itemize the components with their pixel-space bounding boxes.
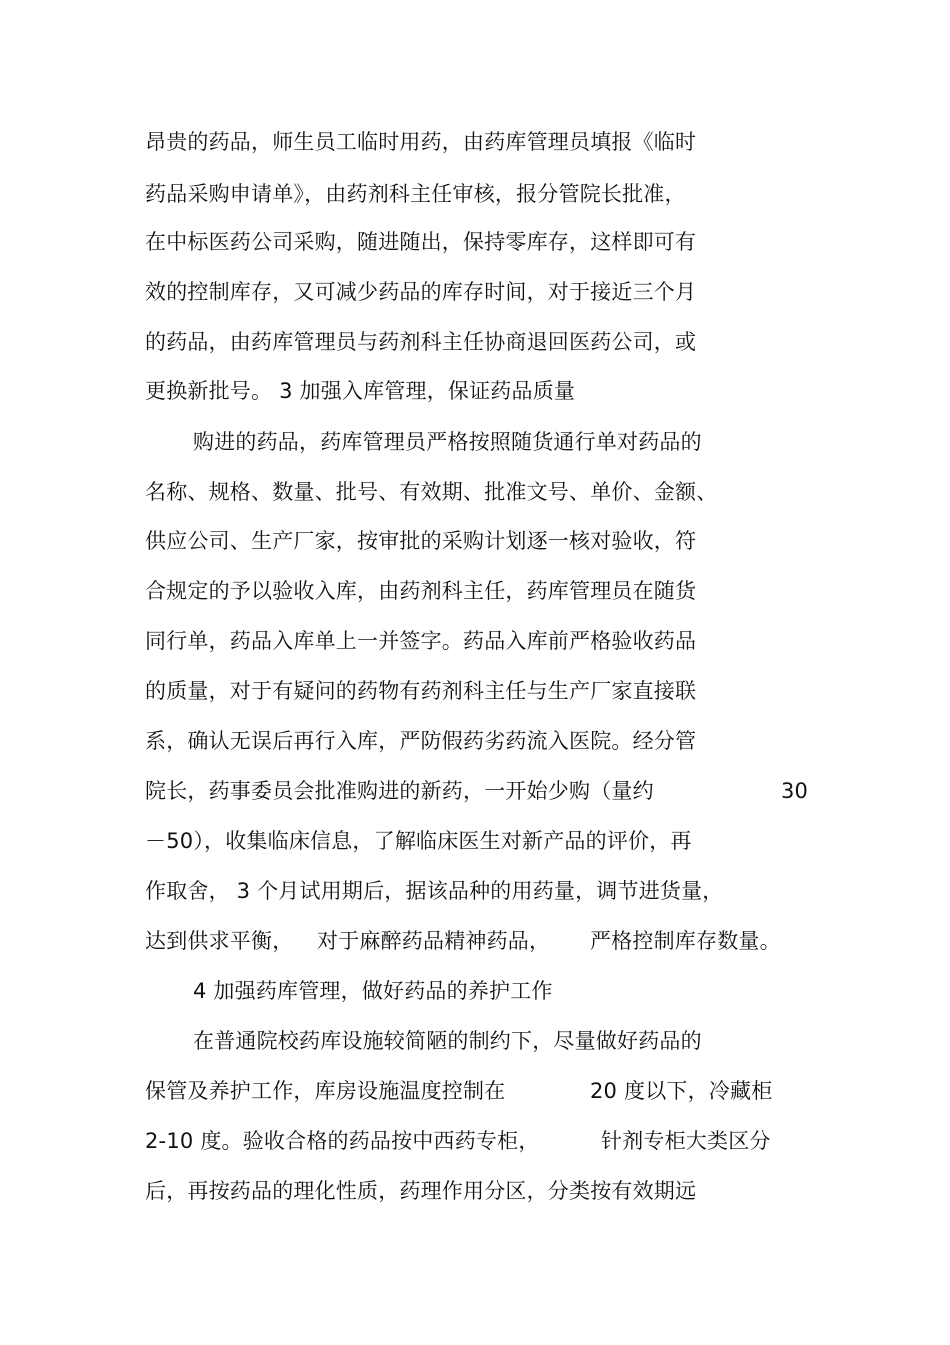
text-line-9: 供应公司、生产厂家，按审批的采购计划逐一核对验收，符	[145, 529, 697, 553]
text-line-17-part-2: 对于麻醉药品精神药品，	[317, 929, 551, 953]
text-line-19-part-2: 20 度以下，冷藏柜	[590, 1079, 773, 1103]
section-heading-4: 4 加强药库管理，做好药品的养护工作	[193, 979, 553, 1003]
text-line-8: 名称、规格、数量、批号、有效期、批准文号、单价、金额、	[145, 480, 718, 504]
text-line-7: 购进的药品，药库管理员严格按照随货通行单对药品的	[193, 430, 702, 454]
text-line-3: 在中标医药公司采购，随进随出，保持零库存，这样即可有	[145, 230, 697, 254]
text-line-12: 的质量，对于有疑问的药物有药剂科主任与生产厂家直接联	[145, 679, 697, 703]
text-line-1: 昂贵的药品，师生员工临时用药，由药库管理员填报《临时	[145, 130, 697, 154]
text-line-18: 在普通院校药库设施较简陋的制约下，尽量做好药品的	[193, 1029, 702, 1053]
text-line-15: －50），收集临床信息，了解临床医生对新产品的评价，再	[145, 829, 692, 853]
text-line-2: 药品采购申请单》，由药剂科主任审核，报分管院长批准，	[145, 182, 686, 206]
text-line-20-part-1: 2-10 度。验收合格的药品按中西药专柜，	[145, 1129, 540, 1153]
text-line-5: 的药品，由药库管理员与药剂科主任协商退回医药公司，或	[145, 330, 697, 354]
text-line-13: 系，确认无误后再行入库，严防假药劣药流入医院。经分管	[145, 729, 697, 753]
text-line-14-main: 院长，药事委员会批准购进的新药，一开始少购（量约	[145, 779, 654, 803]
text-line-21: 后，再按药品的理化性质，药理作用分区，分类按有效期远	[145, 1179, 697, 1203]
text-line-6: 更换新批号。 3 加强入库管理，保证药品质量	[145, 379, 576, 403]
text-line-20-part-2: 针剂专柜大类区分	[601, 1129, 771, 1153]
text-line-17-part-1: 达到供求平衡，	[145, 929, 294, 953]
text-line-4: 效的控制库存，又可减少药品的库存时间，对于接近三个月	[145, 280, 697, 304]
text-line-19-part-1: 保管及养护工作，库房设施温度控制在	[145, 1079, 506, 1103]
text-line-14-number: 30	[781, 779, 809, 803]
text-line-11: 同行单，药品入库单上一并签字。药品入库前严格验收药品	[145, 629, 697, 653]
text-line-10: 合规定的予以验收入库，由药剂科主任，药库管理员在随货	[145, 579, 697, 603]
text-line-16: 作取舍， 3 个月试用期后，据该品种的用药量，调节进货量，	[145, 879, 724, 903]
text-line-17-part-3: 严格控制库存数量。	[590, 929, 781, 953]
